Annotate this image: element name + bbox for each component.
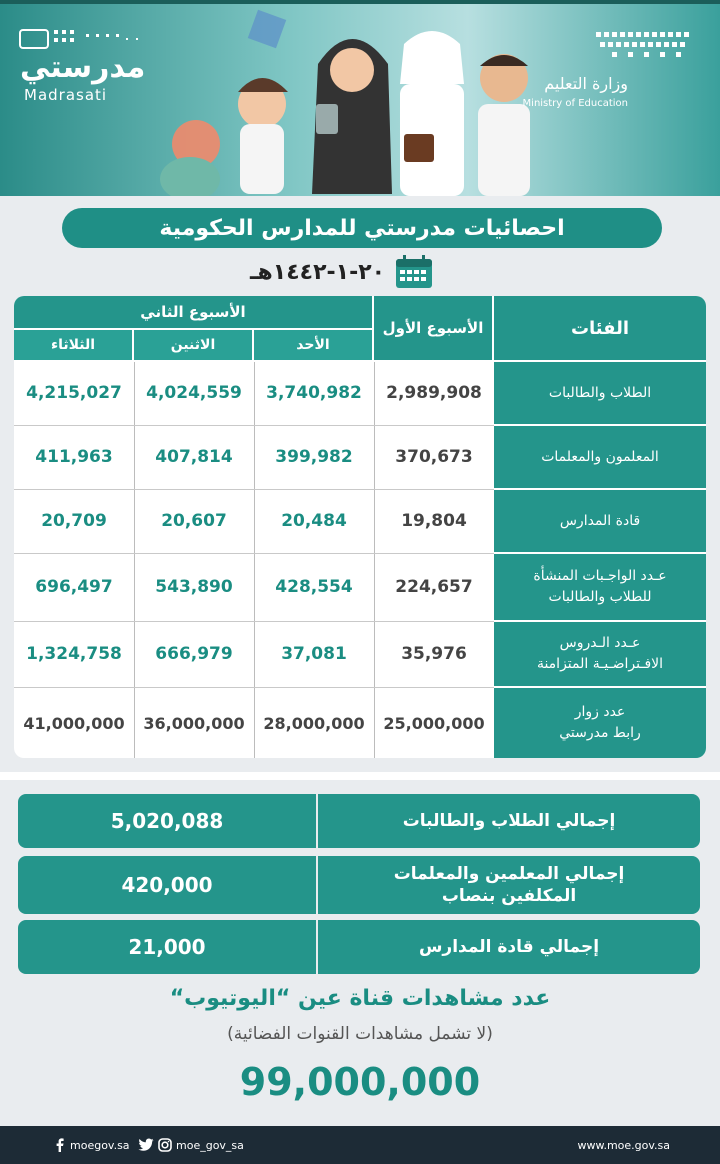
grid-line — [14, 621, 494, 622]
grid-line — [14, 553, 494, 554]
row-virtual-lessons-sunday: 37,081 — [281, 644, 347, 664]
header-categories: الفئات — [494, 296, 706, 360]
row-students-tuesday: 4,215,027 — [26, 383, 122, 403]
row-students-sunday: 3,740,982 — [266, 383, 362, 403]
madrasati-logo-en: Madrasati — [24, 86, 108, 104]
row-label-virtual-lessons-line1: عـدد الـدروس — [559, 635, 641, 651]
row-principals-week1: 19,804 — [401, 511, 467, 531]
youtube-views-title: عدد مشاهدات قناة عين “اليوتيوب“ — [169, 986, 551, 1011]
row-visitors-monday: 36,000,000 — [143, 713, 245, 733]
row-label-visitors — [494, 688, 706, 758]
date-text: ٢٠-١-١٤٤٢هـ — [250, 259, 386, 285]
twitter-instagram-link[interactable] — [138, 1138, 244, 1152]
grid-line — [14, 489, 494, 490]
row-label-assignments — [494, 554, 706, 620]
total-teachers-value: 420,000 — [18, 856, 316, 914]
date-row — [250, 254, 433, 290]
grid-line — [254, 362, 255, 758]
total-principals-row — [18, 920, 700, 974]
grid-line — [134, 362, 135, 758]
moe-logo — [522, 26, 700, 116]
footer — [0, 1126, 720, 1164]
row-visitors-week1: 25,000,000 — [383, 713, 485, 733]
row-label-virtual-lessons — [494, 622, 706, 686]
website-link[interactable]: www.moe.gov.sa — [577, 1139, 670, 1152]
total-teachers-label-line2: المكلفين بنصاب — [441, 886, 577, 906]
page-title: احصائيات مدرستي للمدارس الحكومية — [62, 208, 662, 248]
facebook-icon — [54, 1138, 66, 1152]
row-visitors-tuesday: 41,000,000 — [23, 713, 125, 733]
row-label-visitors-line2: رابط مدرستي — [559, 725, 641, 741]
row-label-assignments-line2: للطلاب والطالبات — [548, 589, 652, 605]
grid-line — [14, 687, 494, 688]
madrasati-logo-ar: مدرستي — [20, 50, 146, 85]
row-label-principals: قادة المدارس — [494, 490, 706, 552]
row-assignments-monday: 543,890 — [155, 577, 233, 597]
row-label-assignments-line1: عـدد الواجـبات المنشأة — [533, 568, 667, 584]
row-students-monday: 4,024,559 — [146, 383, 242, 403]
total-teachers-label-line1: إجمالي المعلمين والمعلمات — [393, 863, 625, 884]
moe-logo-en: Ministry of Education — [522, 98, 628, 109]
youtube-views-subtitle: (لا تشمل مشاهدات القنوات الفضائية) — [227, 1024, 493, 1044]
stats-table — [14, 296, 706, 758]
total-principals-label: إجمالي قادة المدارس — [318, 920, 700, 974]
row-teachers-monday: 407,814 — [155, 447, 233, 467]
facebook-handle: moegov.sa — [70, 1138, 130, 1152]
header-tuesday: الثلاثاء — [14, 330, 132, 360]
total-teachers-row — [18, 856, 700, 914]
row-label-students: الطلاب والطالبات — [494, 362, 706, 424]
total-students-label: إجمالي الطلاب والطالبات — [318, 794, 700, 848]
row-virtual-lessons-week1: 35,976 — [401, 644, 467, 664]
row-virtual-lessons-monday: 666,979 — [155, 644, 233, 664]
header-banner — [0, 4, 720, 196]
row-teachers-sunday: 399,982 — [275, 447, 353, 467]
moe-logo-dots-icon — [590, 26, 700, 66]
header-sunday: الأحد — [254, 330, 372, 360]
total-principals-value: 21,000 — [18, 920, 316, 974]
instagram-icon — [158, 1138, 172, 1152]
facebook-link[interactable] — [54, 1138, 130, 1152]
grid-line — [14, 425, 494, 426]
total-students-row — [18, 794, 700, 848]
row-assignments-sunday: 428,554 — [275, 577, 353, 597]
grid-line — [374, 362, 375, 758]
madrasati-logo — [16, 26, 166, 106]
calendar-icon — [395, 255, 433, 289]
separator-band — [0, 772, 720, 780]
row-label-virtual-lessons-line2: الافـتراضـيـة المتزامنة — [536, 656, 664, 672]
row-teachers-tuesday: 411,963 — [35, 447, 113, 467]
moe-logo-ar: وزارة التعليم — [544, 74, 628, 93]
row-assignments-tuesday: 696,497 — [35, 577, 113, 597]
row-label-teachers: المعلمون والمعلمات — [494, 426, 706, 488]
total-teachers-label — [318, 856, 700, 914]
row-label-visitors-line1: عدد زوار — [574, 704, 626, 720]
header-week1: الأسبوع الأول — [374, 296, 492, 360]
header-monday: الاثنين — [134, 330, 252, 360]
youtube-views-value: 99,000,000 — [239, 1060, 481, 1104]
twitter-instagram-handle: moe_gov_sa — [176, 1138, 244, 1152]
row-principals-sunday: 20,484 — [281, 511, 347, 531]
row-assignments-week1: 224,657 — [395, 577, 473, 597]
row-virtual-lessons-tuesday: 1,324,758 — [26, 644, 122, 664]
row-principals-monday: 20,607 — [161, 511, 227, 531]
total-students-value: 5,020,088 — [18, 794, 316, 848]
row-teachers-week1: 370,673 — [395, 447, 473, 467]
row-visitors-sunday: 28,000,000 — [263, 713, 365, 733]
row-students-week1: 2,989,908 — [386, 383, 482, 403]
row-principals-tuesday: 20,709 — [41, 511, 107, 531]
header-week2: الأسبوع الثاني — [14, 296, 372, 328]
twitter-icon — [138, 1138, 154, 1152]
